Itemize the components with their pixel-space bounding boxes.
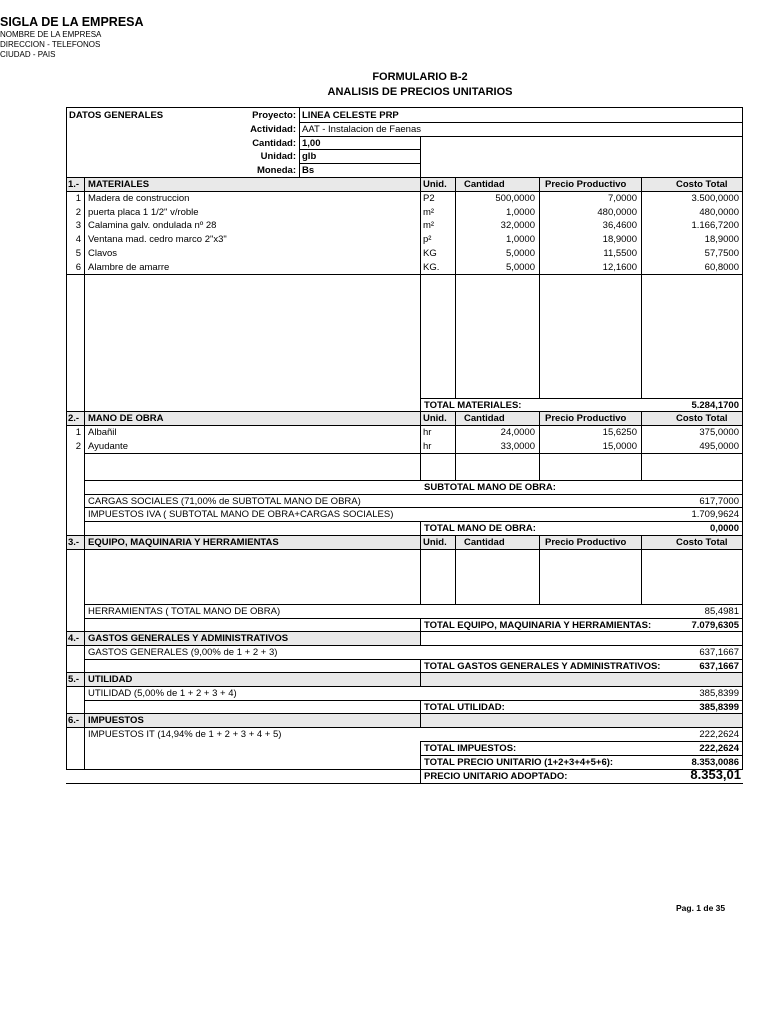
col-unid: Unid. xyxy=(423,413,447,424)
total-utilidad-value: 385,8399 xyxy=(699,702,739,713)
row-unit: m² xyxy=(423,220,435,232)
row-quantity: 5,0000 xyxy=(505,261,535,273)
col-costo: Costo Total xyxy=(676,413,728,424)
row-description: Clavos xyxy=(88,247,118,259)
row-number: 2 xyxy=(75,440,81,452)
total-materiales-value: 5.284,1700 xyxy=(691,400,739,411)
datos-generales-label: DATOS GENERALES xyxy=(69,110,164,121)
gastos-title: GASTOS GENERALES Y ADMINISTRATIVOS xyxy=(88,633,289,644)
row-description: Calamina galv. ondulada nº 28 xyxy=(88,220,217,232)
cargas-sociales-value: 617,7000 xyxy=(699,496,739,507)
gastos-num: 4.- xyxy=(68,633,80,644)
equipo-title: EQUIPO, MAQUINARIA Y HERRAMIENTAS xyxy=(88,537,279,548)
unidad-label: Unidad: xyxy=(260,151,296,162)
unidad-value: glb xyxy=(302,151,317,162)
row-quantity: 33,0000 xyxy=(500,440,535,452)
total-materiales-label: TOTAL MATERIALES: xyxy=(424,400,522,411)
row-unit: p² xyxy=(423,234,432,246)
utilidad-line-value: 385,8399 xyxy=(699,688,739,699)
moneda-value: Bs xyxy=(302,165,315,176)
materiales-title: MATERIALES xyxy=(88,179,150,190)
row-price: 36,4600 xyxy=(602,220,637,232)
row-quantity: 24,0000 xyxy=(500,427,535,438)
company-name: NOMBRE DE LA EMPRESA xyxy=(0,30,102,39)
row-quantity: 1,0000 xyxy=(505,206,535,218)
row-number: 3 xyxy=(75,220,81,232)
row-price: 15,0000 xyxy=(602,440,637,452)
row-price: 18,9000 xyxy=(602,234,637,246)
utilidad-line-label: UTILIDAD (5,00% de 1 + 2 + 3 + 4) xyxy=(88,688,237,699)
col-precio: Precio Productivo xyxy=(545,179,627,190)
row-total: 57,7500 xyxy=(704,247,739,259)
col-cantidad: Cantidad xyxy=(464,537,505,548)
materiales-num: 1.- xyxy=(68,179,80,190)
utilidad-num: 5.- xyxy=(68,674,80,685)
precio-adoptado-label: PRECIO UNITARIO ADOPTADO: xyxy=(424,771,568,782)
impuestos-line-value: 222,2624 xyxy=(699,729,739,740)
row-total: 3.500,0000 xyxy=(691,193,739,204)
row-unit: hr xyxy=(423,440,432,452)
total-impuestos-value: 222,2624 xyxy=(699,743,739,754)
col-unid: Unid. xyxy=(423,537,447,548)
row-total: 60,8000 xyxy=(704,261,739,273)
row-number: 2 xyxy=(75,206,81,218)
row-description: Alambre de amarre xyxy=(88,261,170,273)
row-total: 375,0000 xyxy=(699,427,739,438)
row-number: 5 xyxy=(75,247,81,259)
row-total: 495,0000 xyxy=(699,440,739,452)
row-price: 480,0000 xyxy=(597,206,637,218)
row-quantity: 1,0000 xyxy=(505,234,535,246)
col-costo: Costo Total xyxy=(676,179,728,190)
total-utilidad-label: TOTAL UTILIDAD: xyxy=(424,702,505,713)
company-sigla: SIGLA DE LA EMPRESA xyxy=(0,15,144,29)
total-equipo-label: TOTAL EQUIPO, MAQUINARIA Y HERRAMIENTAS: xyxy=(424,620,652,631)
actividad-label: Actividad: xyxy=(250,124,296,135)
row-quantity: 5,0000 xyxy=(505,247,535,259)
col-cantidad: Cantidad xyxy=(464,179,505,190)
row-number: 1 xyxy=(75,193,81,204)
row-unit: P2 xyxy=(423,193,435,204)
col-unid: Unid. xyxy=(423,179,447,190)
cantidad-value: 1,00 xyxy=(302,138,321,149)
precio-unitario-value: 8.353,0086 xyxy=(691,757,739,768)
row-description: puerta placa 1 1/2" v/roble xyxy=(88,206,199,218)
row-total: 480,0000 xyxy=(699,206,739,218)
proyecto-value: LINEA CELESTE PRP xyxy=(302,110,399,121)
cantidad-label: Cantidad: xyxy=(252,138,296,149)
herramientas-label: HERRAMIENTAS ( TOTAL MANO DE OBRA) xyxy=(88,606,281,617)
herramientas-value: 85,4981 xyxy=(704,606,739,617)
cargas-sociales-label: CARGAS SOCIALES (71,00% de SUBTOTAL MANO DE OBRA) xyxy=(88,496,361,507)
equipo-num: 3.- xyxy=(68,537,80,548)
mano-obra-title: MANO DE OBRA xyxy=(88,413,164,424)
row-total: 1.166,7200 xyxy=(691,220,739,232)
total-gastos-label: TOTAL GASTOS GENERALES Y ADMINISTRATIVOS: xyxy=(424,661,661,672)
row-unit: KG xyxy=(423,247,437,259)
proyecto-label: Proyecto: xyxy=(252,110,296,121)
row-total: 18,9000 xyxy=(704,234,739,246)
row-unit: KG. xyxy=(423,261,440,273)
row-description: Ventana mad. cedro marco 2"x3" xyxy=(88,234,227,246)
row-price: 15,6250 xyxy=(602,427,637,438)
col-precio: Precio Productivo xyxy=(545,537,627,548)
form-subtitle: ANALISIS DE PRECIOS UNITARIOS xyxy=(327,86,513,98)
row-number: 4 xyxy=(75,234,81,246)
precio-adoptado-value: 8.353,01 xyxy=(690,767,741,782)
actividad-value: AAT - Instalacion de Faenas xyxy=(302,124,421,135)
company-city: CIUDAD - PAIS xyxy=(0,50,56,59)
moneda-label: Moneda: xyxy=(256,165,296,176)
total-impuestos-label: TOTAL IMPUESTOS: xyxy=(424,743,517,754)
impuestos-iva-value: 1.709,9624 xyxy=(691,509,739,520)
row-price: 12,1600 xyxy=(602,261,637,273)
row-description: Ayudante xyxy=(88,440,128,452)
col-precio: Precio Productivo xyxy=(545,413,627,424)
col-cantidad: Cantidad xyxy=(464,413,505,424)
form-title: FORMULARIO B-2 xyxy=(372,71,468,83)
total-gastos-value: 637,1667 xyxy=(699,661,739,672)
company-address: DIRECCION - TELEFONOS xyxy=(0,40,101,49)
subtotal-mano-obra-label: SUBTOTAL MANO DE OBRA: xyxy=(424,482,556,493)
row-price: 7,0000 xyxy=(607,193,637,204)
row-number: 6 xyxy=(75,261,81,273)
total-equipo-value: 7.079,6305 xyxy=(691,620,739,631)
impuestos-iva-label: IMPUESTOS IVA ( SUBTOTAL MANO DE OBRA+CARGAS SOCIALES) xyxy=(88,509,394,520)
row-price: 11,5500 xyxy=(603,247,637,259)
impuestos-line-label: IMPUESTOS IT (14,94% de 1 + 2 + 3 + 4 + 5) xyxy=(88,729,282,740)
total-mano-obra-label: TOTAL MANO DE OBRA: xyxy=(424,523,536,534)
row-description: Madera de construccion xyxy=(88,193,190,204)
total-mano-obra-value: 0,0000 xyxy=(709,523,739,534)
utilidad-title: UTILIDAD xyxy=(88,674,133,685)
row-number: 1 xyxy=(75,427,81,438)
row-quantity: 32,0000 xyxy=(500,220,535,232)
impuestos-num: 6.- xyxy=(68,715,80,726)
col-costo: Costo Total xyxy=(676,537,728,548)
row-unit: m² xyxy=(423,206,435,218)
gastos-line-label: GASTOS GENERALES (9,00% de 1 + 2 + 3) xyxy=(88,647,278,658)
precio-unitario-label: TOTAL PRECIO UNITARIO (1+2+3+4+5+6): xyxy=(424,757,614,768)
row-quantity: 500,0000 xyxy=(495,193,535,204)
gastos-line-value: 637,1667 xyxy=(699,647,739,658)
row-description: Albañil xyxy=(88,427,117,438)
row-unit: hr xyxy=(423,427,432,438)
mano-obra-num: 2.- xyxy=(68,413,80,424)
impuestos-title: IMPUESTOS xyxy=(88,715,144,726)
page-number: Pag. 1 de 35 xyxy=(676,903,726,913)
